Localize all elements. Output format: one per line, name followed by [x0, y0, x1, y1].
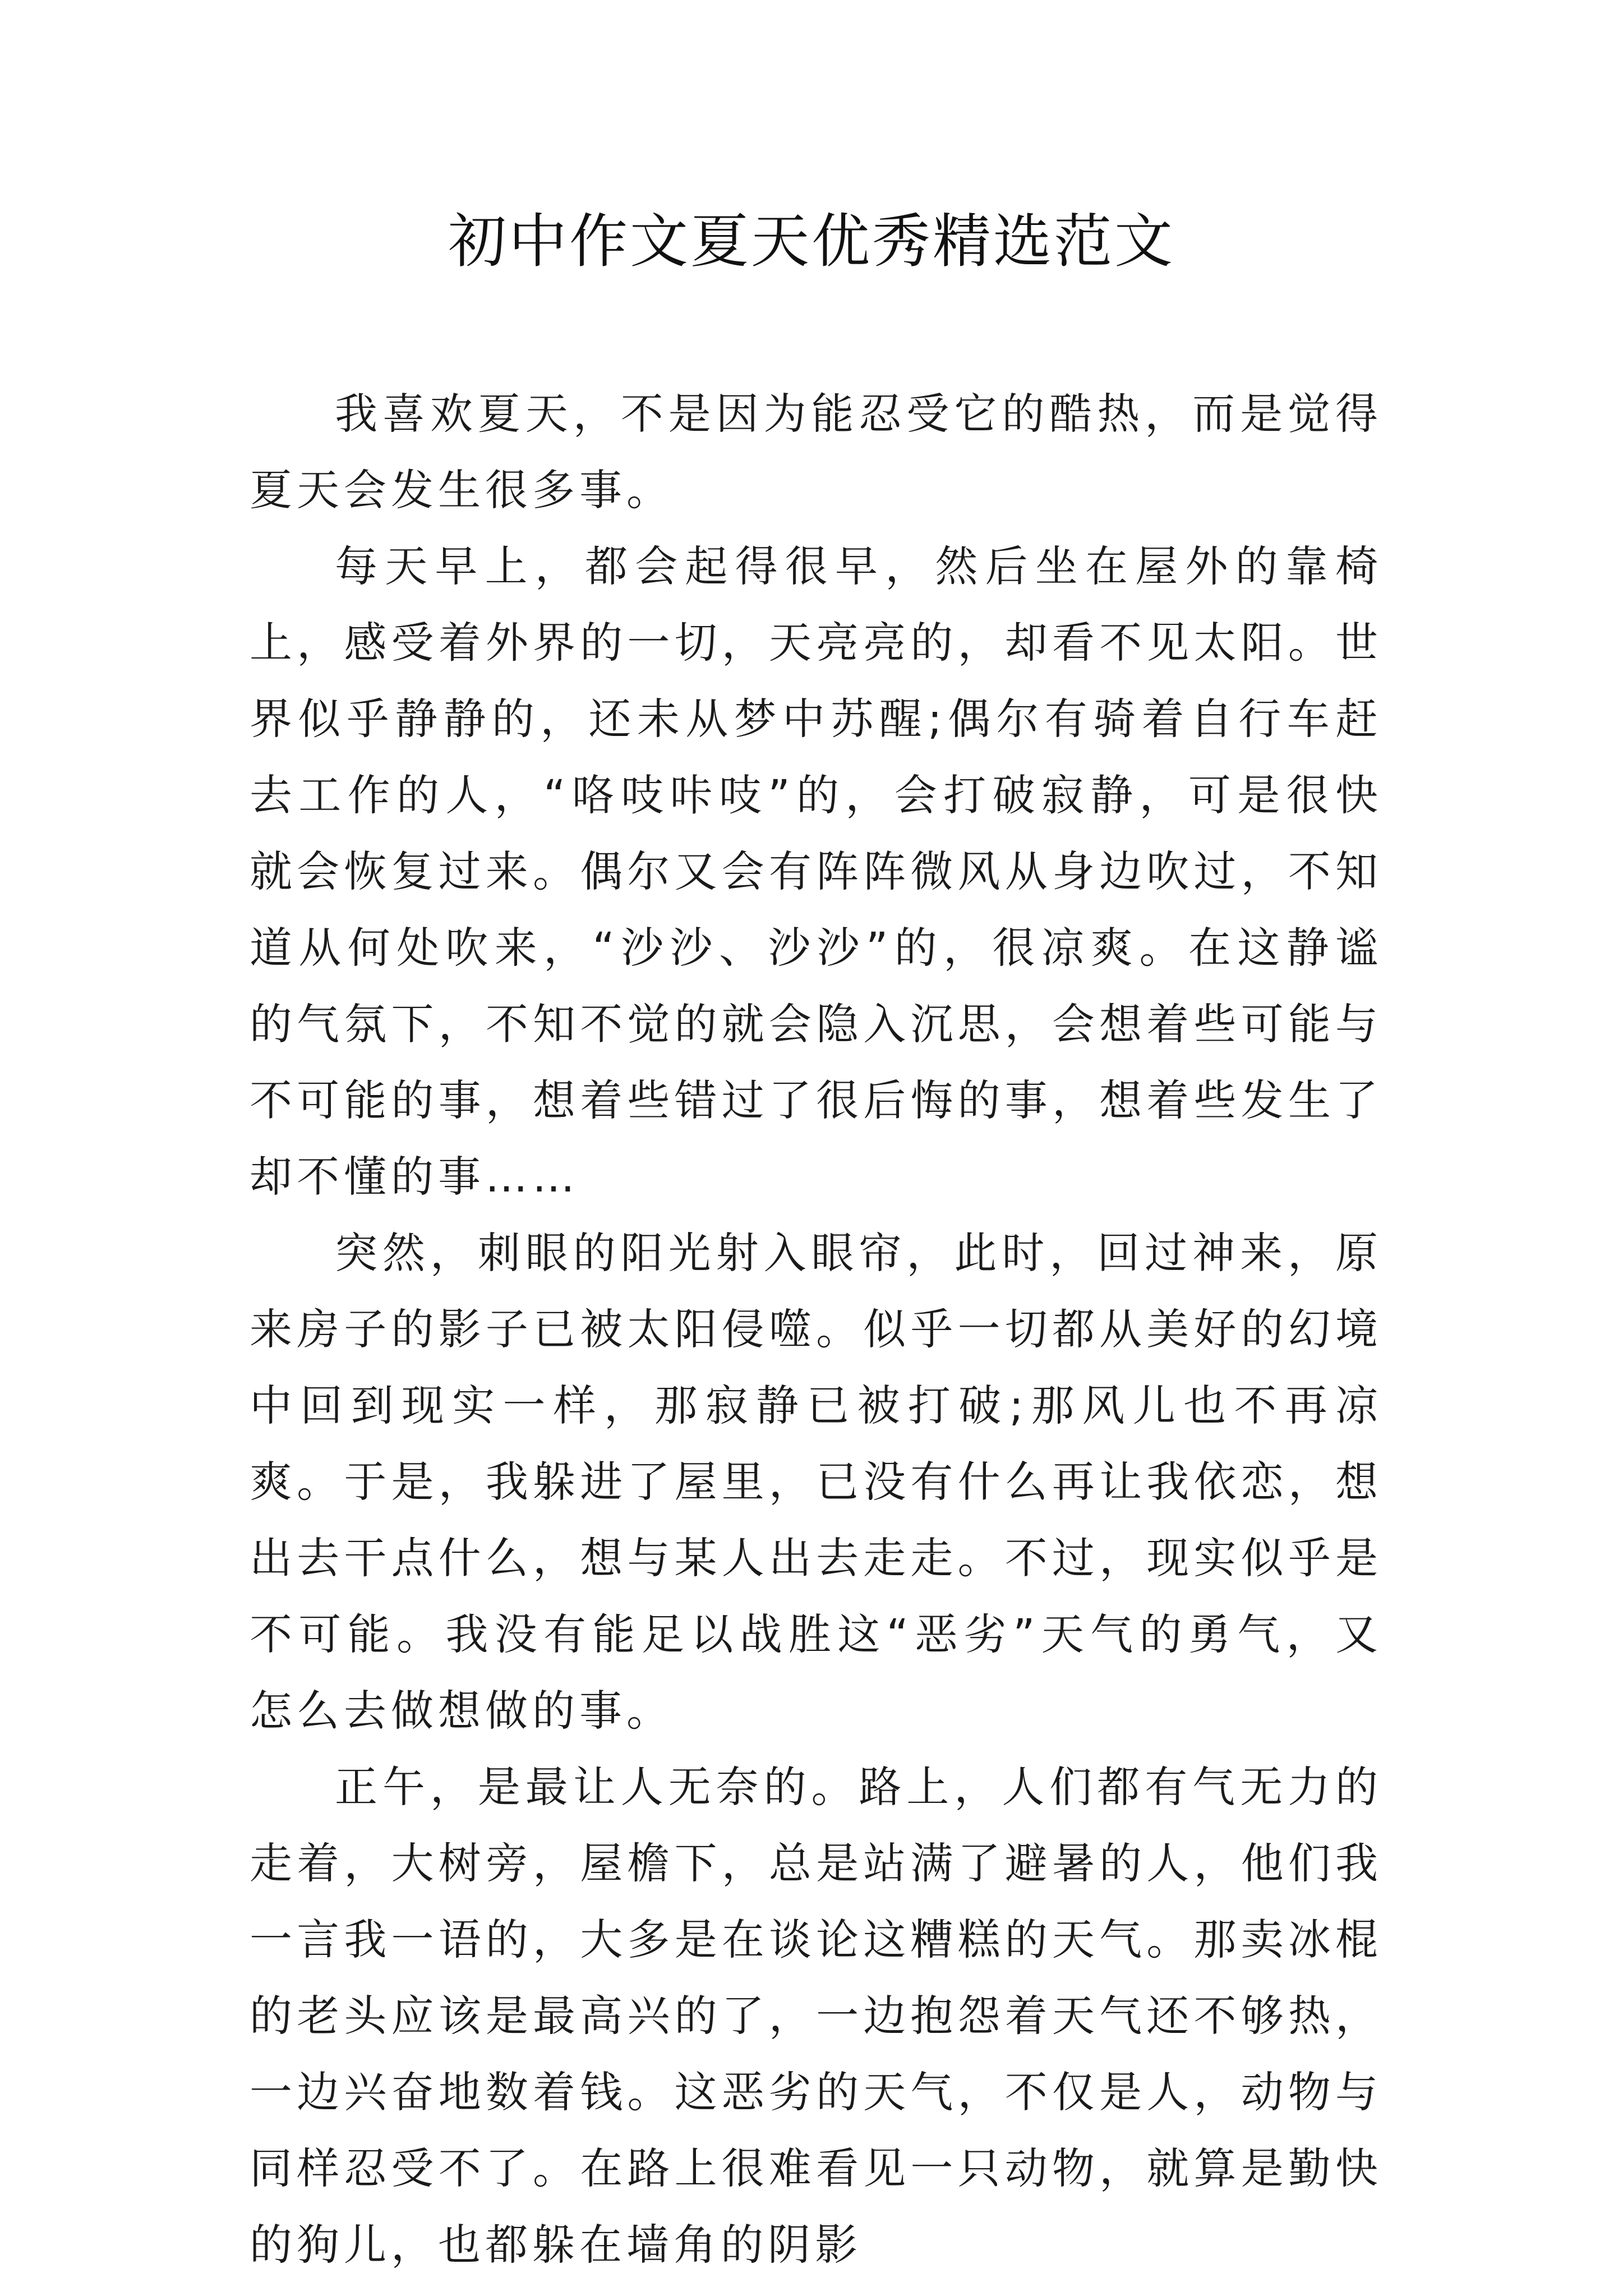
paragraph-2: 每天早上，都会起得很早，然后坐在屋外的靠椅上，感受着外界的一切，天亮亮的，却看不见太阳。世界似乎静静的，还未从梦中苏醒;偶尔有骑着自行车赶去工作的人，“咯吱咔吱”的，会打破寂静，可是很快就会恢复过来。偶尔又会有阵阵微风从身边吹过，不知道从何处吹来，“沙沙、沙沙”的，很凉爽。在这静谧的气氛下，不知不觉的就会隐入沉思，会想着些可能与不可能的事，想着些错过了很后悔的事，想着些发生了却不懂的事…… [250, 541, 1382, 1202]
paragraph-3: 突然，刺眼的阳光射入眼帘，此时，回过神来，原来房子的影子已被太阳侵噬。似乎一切都从美好的幻境中回到现实一样，那寂静已被打破;那风儿也不再凉爽。于是，我躲进了屋里，已没有什么再让我依恋，想出去干点什么，想与某人出去走走。不过，现实似乎是不可能。我没有能足以战胜这“恶劣”天气的勇气，又怎么去做想做的事。 [250, 1228, 1382, 1736]
document-title: 初中作文夏天优秀精选范文 [448, 207, 1175, 275]
paragraph-4: 正午，是最让人无奈的。路上，人们都有气无力的走着，大树旁，屋檐下，总是站满了避暑的人，他们我一言我一语的，大多是在谈论这糟糕的天气。那卖冰棍的老头应该是最高兴的了，一边抱怨着天气还不够热，一边兴奋地数着钱。这恶劣的天气，不仅是人，动物与同样忍受不了。在路上很难看见一只动物，就算是勤快的狗儿，也都躲在墙角的阴影 [250, 1762, 1382, 2270]
paragraph-1: 我喜欢夏天，不是因为能忍受它的酷热，而是觉得夏天会发生很多事。 [250, 389, 1382, 515]
document-body [250, 376, 1382, 2283]
